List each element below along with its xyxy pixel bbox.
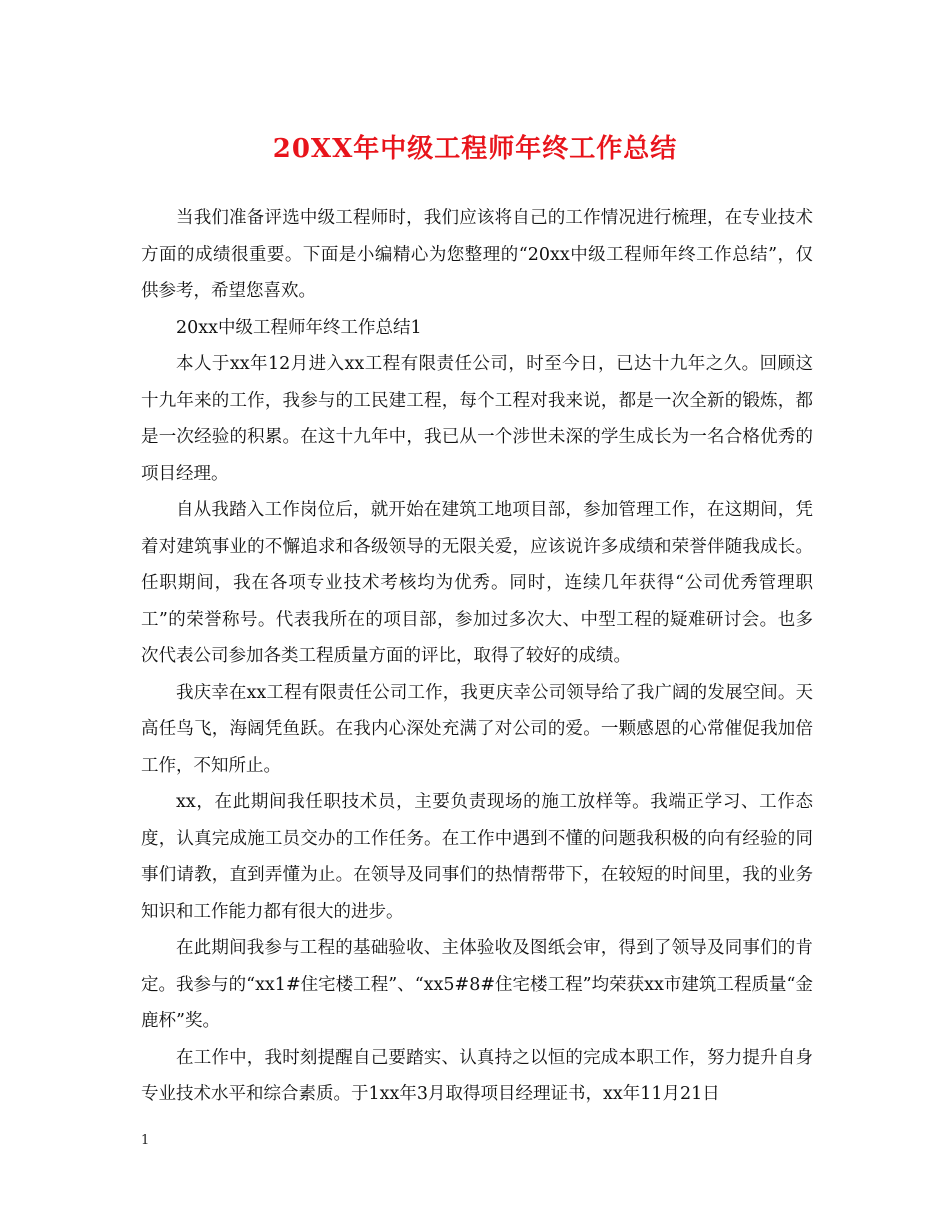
section-heading: 20xx中级工程师年终工作总结1 [176,317,422,338]
paragraph: 自从我踏入工作岗位后，就开始在建筑工地项目部，参加管理工作，在这期间，凭着对建筑事业的不懈追求和各级领导的无限关爱，应该说许多成绩和荣誉伴随我成长。任职期间，我在各项专业技术考核均为优秀。同时，连续几年获得“公司优秀管理职工”的荣誉称号。代表我所在的项目部，参加过多次大、中型工程的疑难研讨会。也多次代表公司参加各类工程质量方面的评比，取得了较好的成绩。 [141,500,813,666]
paragraph: 在此期间我参与工程的基础验收、主体验收及图纸会审，得到了领导及同事们的肯定。我参与的“xx1#住宅楼工程”、“xx5#8#住宅楼工程”均荣获xx市建筑工程质量“金鹿杯”奖。 [141,938,813,1031]
paragraph: 本人于xx年12月进入xx工程有限责任公司，时至今日，已达十九年之久。回顾这十九年来的工作，我参与的工民建工程，每个工程对我来说，都是一次全新的锻炼，都是一次经验的积累。在这十九年中，我已从一个涉世未深的学生成长为一名合格优秀的项目经理。 [141,354,813,484]
page-number: 1 [141,1133,150,1148]
document-title: 20XX年中级工程师年终工作总结 [272,134,678,164]
paragraph: 在工作中，我时刻提醒自己要踏实、认真持之以恒的完成本职工作，努力提升自身专业技术水平和综合素质。于1xx年3月取得项目经理证书，xx年11月21日 [141,1047,813,1104]
paragraph: xx，在此期间我任职技术员，主要负责现场的施工放样等。我端正学习、工作态度，认真完成施工员交办的工作任务。在工作中遇到不懂的问题我积极的向有经验的同事们请教，直到弄懂为止。在领导及同事们的热情帮带下，在较短的时间里，我的业务知识和工作能力都有很大的进步。 [141,792,813,922]
paragraph: 我庆幸在xx工程有限责任公司工作，我更庆幸公司领导给了我广阔的发展空间。天高任鸟飞，海阔凭鱼跃。在我内心深处充满了对公司的爱。一颗感恩的心常催促我加倍工作，不知所止。 [141,682,813,776]
paragraph-intro: 当我们准备评选中级工程师时，我们应该将自己的工作情况进行梳理，在专业技术方面的成绩很重要。下面是小编精心为您整理的“20xx中级工程师年终工作总结”，仅供参考，希望您喜欢。 [141,208,813,301]
document-body [141,200,813,1113]
